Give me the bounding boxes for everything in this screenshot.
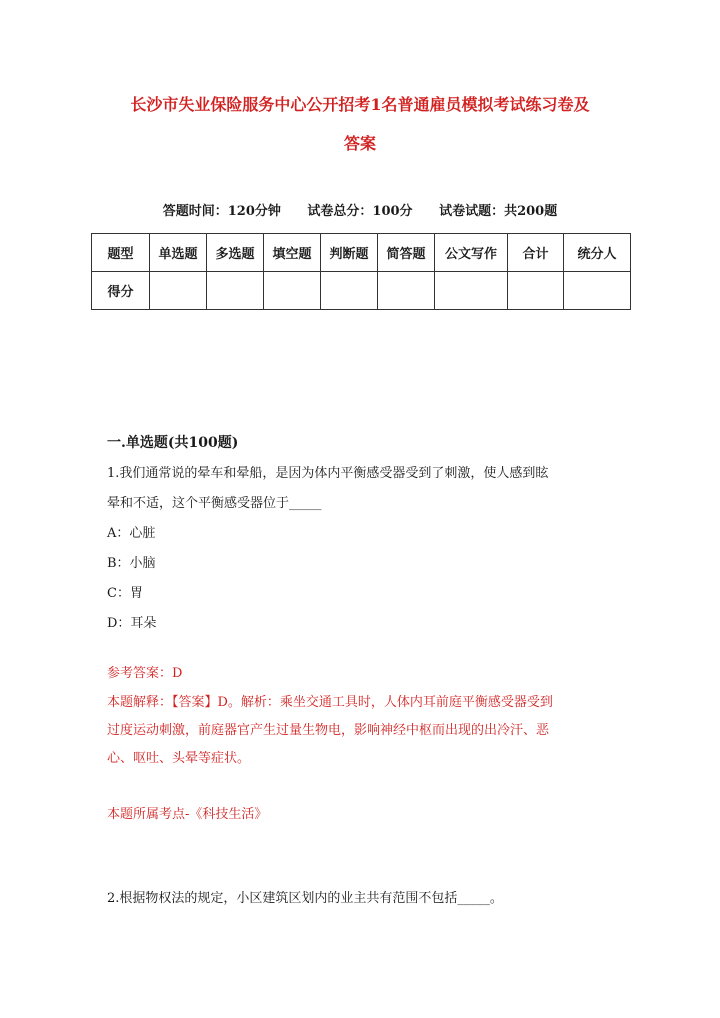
question-1-stem-line2: 晕和不适，这个平衡感受器位于_____ — [107, 496, 322, 511]
header-cell: 填空题 — [264, 234, 321, 272]
question-1-option-d: D：耳朵 — [107, 616, 157, 631]
header-cell: 公文写作 — [435, 234, 508, 272]
document-title-line1: 长沙市失业保险服务中心公开招考1名普通雇员模拟考试练习卷及 — [130, 95, 590, 114]
score-cell — [264, 272, 321, 310]
question-1-knowledge-point: 本题所属考点-《科技生活》 — [107, 807, 268, 822]
row-label-cell: 得分 — [92, 272, 150, 310]
score-cell — [435, 272, 508, 310]
section-title: 一.单选题(共100题) — [107, 435, 239, 451]
question-1-answer: 参考答案：D — [107, 666, 183, 681]
exam-question-count: 试卷试题：共200题 — [439, 204, 558, 219]
score-table-score-row — [92, 272, 631, 310]
question-1-explanation-line2: 过度运动刺激，前庭器官产生过量生物电，影响神经中枢而出现的出冷汗、恶 — [107, 723, 550, 738]
score-cell — [207, 272, 264, 310]
header-cell: 多选题 — [207, 234, 264, 272]
score-cell — [508, 272, 564, 310]
score-table — [91, 233, 631, 310]
question-1-option-c: C：胃 — [107, 586, 143, 601]
question-2-stem-line1: 2.根据物权法的规定，小区建筑区划内的业主共有范围不包括_____。 — [107, 891, 503, 906]
score-cell — [564, 272, 631, 310]
header-cell: 单选题 — [150, 234, 207, 272]
header-cell: 简答题 — [378, 234, 435, 272]
header-cell: 判断题 — [321, 234, 378, 272]
score-cell — [150, 272, 207, 310]
score-cell — [321, 272, 378, 310]
exam-total-score: 试卷总分：100分 — [307, 204, 413, 219]
header-cell: 合计 — [508, 234, 564, 272]
exam-time: 答题时间：120分钟 — [162, 204, 281, 219]
header-cell: 统分人 — [564, 234, 631, 272]
question-1-explanation-line1: 本题解释：【答案】D。解析：乘坐交通工具时，人体内耳前庭平衡感受器受到 — [107, 695, 553, 710]
question-1-option-a: A：心脏 — [107, 526, 156, 541]
document-title-line2: 答案 — [343, 134, 376, 153]
exam-info — [0, 200, 720, 219]
header-cell: 题型 — [92, 234, 150, 272]
question-1-explanation-line3: 心、呕吐、头晕等症状。 — [107, 751, 251, 766]
score-table-header-row — [92, 234, 631, 272]
score-cell — [378, 272, 435, 310]
question-1-option-b: B：小脑 — [107, 556, 156, 571]
question-1-stem-line1: 1.我们通常说的晕车和晕船，是因为体内平衡感受器受到了刺激，使人感到眩 — [107, 466, 549, 481]
